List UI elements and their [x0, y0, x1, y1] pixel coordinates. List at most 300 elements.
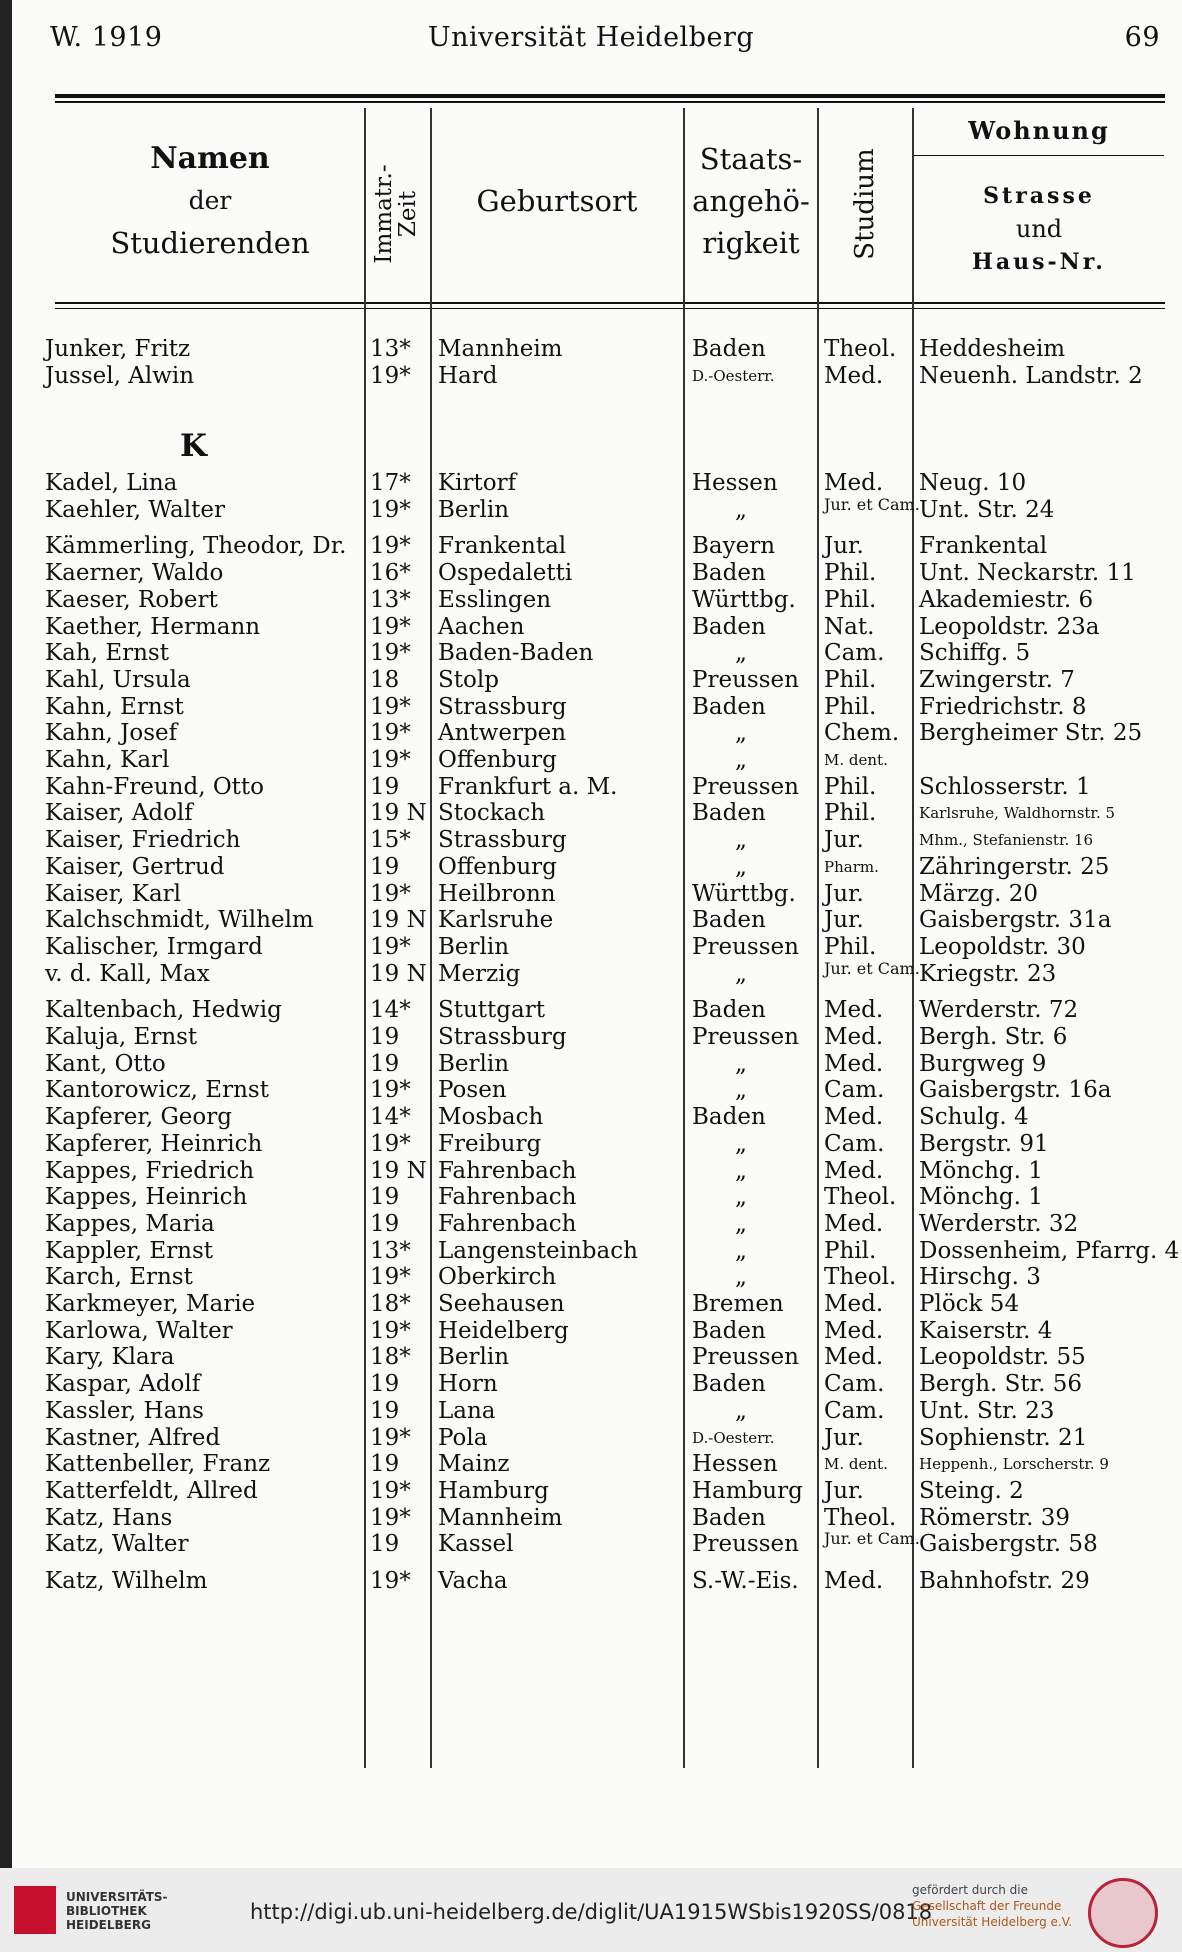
- cell-stud: Chem.: [824, 720, 900, 747]
- cell-staat: Baden: [692, 560, 766, 587]
- cell-wohn: Steing. 2: [919, 1477, 1024, 1504]
- cell-wohn: Leopoldstr. 55: [919, 1344, 1086, 1371]
- cell-geb: Berlin: [438, 933, 510, 960]
- cell-staat: „: [735, 827, 747, 854]
- cell-stud: Cam.: [824, 1077, 885, 1104]
- cell-imm: 19: [370, 1371, 400, 1398]
- cell-geb: Esslingen: [438, 586, 552, 613]
- table-row: [0, 587, 1182, 614]
- table-row: [0, 1131, 1182, 1158]
- table-row: [0, 1264, 1182, 1291]
- table-row: [0, 1158, 1182, 1185]
- cell-staat: „: [735, 960, 747, 987]
- cell-staat: Preussen: [692, 1344, 799, 1371]
- table-row: [0, 1077, 1182, 1104]
- cell-imm: 19*: [370, 1477, 411, 1504]
- cell-wohn: Schlosserstr. 1: [919, 773, 1091, 800]
- cell-stud: Med.: [824, 1157, 884, 1184]
- cell-staat: Preussen: [692, 666, 799, 693]
- cell-name: Kaehler, Walter: [45, 496, 225, 523]
- cell-stud: Phil.: [824, 773, 877, 800]
- cell-stud: Phil.: [824, 586, 877, 613]
- cell-stud: Med.: [824, 1024, 884, 1050]
- cell-imm: 19*: [370, 880, 411, 907]
- cell-wohn: Bergh. Str. 56: [919, 1371, 1083, 1398]
- cell-staat: D.-Oesterr.: [692, 367, 775, 385]
- column-header-strasse: Strasse und Haus-Nr.: [972, 183, 1106, 275]
- table-row: [0, 1318, 1182, 1345]
- cell-staat: Hessen: [692, 470, 778, 496]
- table-row: [0, 747, 1182, 774]
- cell-staat: Preussen: [692, 933, 799, 960]
- cell-name: Kahn-Freund, Otto: [45, 773, 265, 800]
- cell-staat: Baden: [692, 1371, 766, 1398]
- cell-staat: „: [735, 496, 747, 523]
- cell-staat: „: [735, 1130, 747, 1157]
- header-bottom-rule: [55, 302, 1165, 304]
- cell-stud: Cam.: [824, 640, 885, 667]
- cell-staat: Preussen: [692, 1531, 799, 1558]
- cell-wohn: Kaiserstr. 4: [919, 1317, 1053, 1344]
- cell-stud: Med.: [824, 1568, 884, 1594]
- section-letter-k: K: [180, 428, 207, 464]
- table-row: [0, 667, 1182, 694]
- cell-imm: 19*: [370, 693, 411, 720]
- cell-staat: D.-Oesterr.: [692, 1428, 775, 1447]
- cell-name: Kattenbeller, Franz: [45, 1451, 271, 1478]
- cell-staat: Hamburg: [692, 1477, 803, 1504]
- cell-geb: Aachen: [438, 613, 525, 640]
- cell-imm: 13*: [370, 586, 411, 613]
- cell-staat: „: [735, 1157, 747, 1184]
- cell-stud: Med.: [824, 470, 884, 496]
- table-row: [0, 1211, 1182, 1238]
- cell-imm: 19*: [370, 363, 411, 389]
- cell-geb: Offenburg: [438, 853, 557, 880]
- cell-geb: Fahrenbach: [438, 1210, 577, 1237]
- cell-geb: Strassburg: [438, 693, 567, 720]
- cell-staat: Bremen: [692, 1291, 784, 1317]
- cell-imm: 18: [370, 666, 400, 693]
- cell-wohn: Unt. Str. 23: [919, 1397, 1055, 1424]
- cell-geb: Karlsruhe: [438, 907, 554, 934]
- cell-geb: Kirtorf: [438, 470, 517, 496]
- cell-wohn: Plöck 54: [919, 1291, 1020, 1317]
- table-row: [0, 1051, 1182, 1078]
- cell-name: Kaspar, Adolf: [45, 1371, 201, 1398]
- cell-stud: M. dent.: [824, 751, 888, 769]
- cell-wohn: Heppenh., Lorscherstr. 9: [919, 1455, 1109, 1474]
- cell-stud: Med.: [824, 1210, 884, 1237]
- cell-imm: 18*: [370, 1291, 411, 1317]
- cell-name: Kalischer, Irmgard: [45, 933, 263, 960]
- cell-geb: Horn: [438, 1371, 498, 1398]
- table-row: [0, 560, 1182, 587]
- cell-staat: „: [735, 640, 747, 667]
- cell-name: Kapferer, Heinrich: [45, 1130, 263, 1157]
- cell-wohn: Unt. Neckarstr. 11: [919, 560, 1136, 587]
- table-row: [0, 1425, 1182, 1452]
- cell-wohn: Bergh. Str. 6: [919, 1024, 1068, 1050]
- cell-wohn: Akademiestr. 6: [919, 586, 1094, 613]
- cell-imm: 19*: [370, 1568, 411, 1594]
- table-row: [0, 827, 1182, 854]
- cell-stud: Jur.: [824, 533, 864, 560]
- cell-stud: Med.: [824, 363, 884, 389]
- cell-imm: 13*: [370, 1237, 411, 1264]
- cell-name: Katterfeldt, Allred: [45, 1477, 258, 1504]
- cell-geb: Fahrenbach: [438, 1157, 577, 1184]
- cell-name: Kaiser, Gertrud: [45, 853, 225, 880]
- cell-wohn: Dossenheim, Pfarrg. 4: [919, 1237, 1180, 1264]
- cell-name: Karkmeyer, Marie: [45, 1291, 256, 1317]
- top-rule-thin: [55, 101, 1165, 103]
- cell-stud: Med.: [824, 1050, 884, 1077]
- cell-stud: Med.: [824, 1291, 884, 1317]
- cell-stud: Jur. et Cam.: [824, 958, 920, 978]
- cell-staat: Baden: [692, 907, 766, 934]
- cell-stud: Med.: [824, 997, 884, 1024]
- cell-name: Jussel, Alwin: [45, 363, 195, 389]
- table-row: [0, 1478, 1182, 1505]
- cell-geb: Heilbronn: [438, 880, 556, 907]
- sponsor-text: gefördert durch die Gesellschaft der Freunde Universität Heidelberg e.V.: [912, 1883, 1073, 1929]
- table-row: [0, 470, 1182, 497]
- column-header-namen: Namen der Studierenden: [110, 141, 310, 260]
- cell-stud: Pharm.: [824, 857, 879, 876]
- cell-wohn: Sophienstr. 21: [919, 1424, 1088, 1451]
- column-header-staats: Staats- angehö- rigkeit: [692, 142, 810, 260]
- column-header-wohnung: Wohnung: [968, 116, 1110, 145]
- cell-geb: Pola: [438, 1424, 488, 1451]
- cell-imm: 19 N: [370, 907, 427, 934]
- cell-stud: Phil.: [824, 933, 877, 960]
- cell-name: Kappes, Friedrich: [45, 1157, 255, 1184]
- cell-imm: 16*: [370, 560, 411, 587]
- cell-name: Kaiser, Friedrich: [45, 827, 241, 854]
- cell-name: Kappler, Ernst: [45, 1237, 214, 1264]
- cell-name: Kah, Ernst: [45, 640, 169, 667]
- cell-name: Kadel, Lina: [45, 470, 178, 496]
- header-bottom-rule-thin: [55, 308, 1165, 309]
- cell-imm: 19 N: [370, 1157, 427, 1184]
- cell-imm: 19*: [370, 1264, 411, 1291]
- cell-name: Kahn, Ernst: [45, 693, 184, 720]
- cell-stud: Theol.: [824, 1264, 897, 1291]
- cell-stud: Cam.: [824, 1130, 885, 1157]
- cell-wohn: Friedrichstr. 8: [919, 693, 1087, 720]
- cell-wohn: Bergstr. 91: [919, 1130, 1049, 1157]
- cell-imm: 19*: [370, 496, 411, 523]
- cell-imm: 19*: [370, 933, 411, 960]
- cell-geb: Frankental: [438, 533, 567, 560]
- cell-imm: 19*: [370, 613, 411, 640]
- cell-wohn: Heddesheim: [919, 336, 1066, 362]
- cell-staat: „: [735, 720, 747, 747]
- cell-name: Kahn, Karl: [45, 747, 170, 773]
- cell-staat: „: [735, 853, 747, 880]
- cell-imm: 19*: [370, 533, 411, 560]
- cell-name: Kappes, Maria: [45, 1210, 215, 1237]
- library-logo-icon: [14, 1886, 56, 1934]
- table-row: [0, 934, 1182, 961]
- cell-name: Kaiser, Karl: [45, 880, 182, 907]
- cell-wohn: Zwingerstr. 7: [919, 666, 1075, 693]
- cell-stud: Phil.: [824, 800, 877, 827]
- cell-name: Kahn, Josef: [45, 720, 178, 747]
- cell-geb: Strassburg: [438, 827, 567, 854]
- cell-staat: „: [735, 747, 747, 773]
- table-row: [0, 1398, 1182, 1425]
- cell-stud: Phil.: [824, 666, 877, 693]
- header-semester: W. 1919: [50, 22, 163, 53]
- cell-imm: 19: [370, 773, 400, 800]
- cell-geb: Freiburg: [438, 1130, 542, 1157]
- table-row: [0, 1531, 1182, 1558]
- cell-wohn: Gaisbergstr. 58: [919, 1531, 1098, 1558]
- cell-wohn: Märzg. 20: [919, 880, 1038, 907]
- cell-name: Kassler, Hans: [45, 1397, 204, 1424]
- cell-wohn: Hirschg. 3: [919, 1264, 1041, 1291]
- cell-stud: Theol.: [824, 1184, 897, 1211]
- cell-imm: 19*: [370, 1317, 411, 1344]
- cell-name: Kaiser, Adolf: [45, 800, 193, 827]
- cell-geb: Ospedaletti: [438, 560, 573, 587]
- cell-geb: Berlin: [438, 1050, 510, 1077]
- cell-geb: Vacha: [438, 1568, 508, 1594]
- cell-stud: Med.: [824, 1317, 884, 1344]
- cell-wohn: Karlsruhe, Waldhornstr. 5: [919, 804, 1116, 823]
- cell-wohn: Römerstr. 39: [919, 1504, 1070, 1531]
- cell-geb: Mainz: [438, 1451, 510, 1478]
- cell-wohn: Gaisbergstr. 31a: [919, 907, 1112, 934]
- cell-stud: Theol.: [824, 336, 897, 362]
- university-seal-icon: [1088, 1878, 1158, 1948]
- cell-stud: Cam.: [824, 1397, 885, 1424]
- cell-geb: Fahrenbach: [438, 1184, 577, 1211]
- cell-name: Kant, Otto: [45, 1050, 166, 1077]
- cell-stud: Jur. et Cam.: [824, 494, 920, 514]
- cell-name: Kantorowicz, Ernst: [45, 1077, 269, 1104]
- cell-imm: 19: [370, 1050, 400, 1077]
- table-row: [0, 854, 1182, 881]
- cell-name: Kalchschmidt, Wilhelm: [45, 907, 314, 934]
- column-header-studium: Studium: [850, 148, 880, 260]
- cell-geb: Frankfurt a. M.: [438, 773, 618, 800]
- cell-imm: 19: [370, 1184, 400, 1211]
- table-row: [0, 720, 1182, 747]
- cell-wohn: Mönchg. 1: [919, 1184, 1043, 1211]
- cell-staat: „: [735, 1210, 747, 1237]
- cell-imm: 19: [370, 1451, 400, 1478]
- cell-imm: 15*: [370, 827, 411, 854]
- cell-geb: Hamburg: [438, 1477, 549, 1504]
- cell-geb: Stockach: [438, 800, 546, 827]
- table-row: [0, 1451, 1182, 1478]
- cell-staat: Baden: [692, 997, 766, 1024]
- cell-imm: 19 N: [370, 800, 427, 827]
- table-row: [0, 881, 1182, 908]
- cell-imm: 14*: [370, 1104, 411, 1131]
- cell-staat: „: [735, 1237, 747, 1264]
- cell-name: Kaeser, Robert: [45, 586, 218, 613]
- cell-imm: 19*: [370, 1077, 411, 1104]
- header-title: Universität Heidelberg: [427, 22, 755, 53]
- cell-stud: Jur.: [824, 1477, 864, 1504]
- table-row: [0, 336, 1182, 363]
- cell-wohn: Zähringerstr. 25: [919, 853, 1110, 880]
- column-header-geburtsort: Geburtsort: [476, 184, 638, 218]
- cell-staat: Preussen: [692, 1024, 799, 1050]
- column-header-immatr: Immatr.- Zeit: [371, 164, 421, 264]
- cell-staat: „: [735, 1184, 747, 1211]
- cell-imm: 19: [370, 1531, 400, 1558]
- cell-geb: Mosbach: [438, 1104, 544, 1131]
- cell-imm: 17*: [370, 470, 411, 496]
- cell-name: Kaerner, Waldo: [45, 560, 224, 587]
- cell-wohn: Gaisbergstr. 16a: [919, 1077, 1112, 1104]
- cell-geb: Mannheim: [438, 1504, 563, 1531]
- cell-wohn: Neuenh. Landstr. 2: [919, 363, 1143, 389]
- cell-name: Kapferer, Georg: [45, 1104, 232, 1131]
- cell-stud: Phil.: [824, 560, 877, 587]
- table-row: [0, 907, 1182, 934]
- wohnung-subrule: [914, 155, 1164, 156]
- cell-name: Kahl, Ursula: [45, 666, 191, 693]
- cell-imm: 19 N: [370, 960, 427, 987]
- source-url[interactable]: http://digi.ub.uni-heidelberg.de/diglit/UA1915WSbis1920SS/0818: [250, 1900, 933, 1924]
- table-row: [0, 1505, 1182, 1532]
- cell-stud: Cam.: [824, 1371, 885, 1398]
- cell-stud: Jur.: [824, 1424, 864, 1451]
- cell-wohn: Burgweg 9: [919, 1050, 1047, 1077]
- cell-geb: Berlin: [438, 496, 510, 523]
- cell-wohn: Schiffg. 5: [919, 640, 1031, 667]
- cell-staat: S.-W.-Eis.: [692, 1568, 799, 1594]
- cell-geb: Kassel: [438, 1531, 514, 1558]
- cell-wohn: Unt. Str. 24: [919, 496, 1055, 523]
- cell-name: Karch, Ernst: [45, 1264, 193, 1291]
- cell-name: Katz, Hans: [45, 1504, 173, 1531]
- cell-name: Kämmerling, Theodor, Dr.: [45, 533, 347, 560]
- cell-geb: Merzig: [438, 960, 521, 987]
- table-row: [0, 774, 1182, 801]
- cell-name: Katz, Walter: [45, 1531, 189, 1558]
- cell-geb: Berlin: [438, 1344, 510, 1371]
- cell-geb: Lana: [438, 1397, 496, 1424]
- cell-staat: Württbg.: [692, 586, 796, 613]
- table-row: [0, 997, 1182, 1024]
- table-row: [0, 1291, 1182, 1318]
- cell-wohn: Frankental: [919, 533, 1048, 560]
- cell-staat: Preussen: [692, 773, 799, 800]
- cell-wohn: Mönchg. 1: [919, 1157, 1043, 1184]
- table-row: [0, 1024, 1182, 1051]
- cell-name: Kary, Klara: [45, 1344, 175, 1371]
- cell-imm: 19*: [370, 640, 411, 667]
- cell-imm: 19: [370, 1210, 400, 1237]
- cell-stud: M. dent.: [824, 1455, 888, 1474]
- table-row: [0, 694, 1182, 721]
- cell-name: Junker, Fritz: [45, 336, 191, 362]
- cell-imm: 19*: [370, 1424, 411, 1451]
- cell-wohn: Bergheimer Str. 25: [919, 720, 1143, 747]
- cell-name: Kaluja, Ernst: [45, 1024, 198, 1050]
- table-row: [0, 533, 1182, 560]
- cell-staat: Baden: [692, 1317, 766, 1344]
- cell-wohn: Werderstr. 32: [919, 1210, 1079, 1237]
- cell-staat: Baden: [692, 1104, 766, 1131]
- cell-imm: 14*: [370, 997, 411, 1024]
- table-row: [0, 958, 1182, 988]
- cell-name: Katz, Wilhelm: [45, 1568, 208, 1594]
- cell-staat: Baden: [692, 693, 766, 720]
- cell-staat: „: [735, 1397, 747, 1424]
- cell-name: Kastner, Alfred: [45, 1424, 221, 1451]
- cell-staat: Baden: [692, 800, 766, 827]
- cell-geb: Stuttgart: [438, 997, 545, 1024]
- table-row: [0, 1568, 1182, 1595]
- cell-geb: Posen: [438, 1077, 507, 1104]
- cell-name: v. d. Kall, Max: [45, 960, 210, 987]
- cell-geb: Offenburg: [438, 747, 557, 773]
- table-row: [0, 1184, 1182, 1211]
- cell-geb: Antwerpen: [438, 720, 567, 747]
- cell-geb: Langensteinbach: [438, 1237, 638, 1264]
- cell-imm: 13*: [370, 336, 411, 362]
- cell-stud: Jur.: [824, 907, 864, 934]
- cell-geb: Stolp: [438, 666, 499, 693]
- cell-staat: „: [735, 1050, 747, 1077]
- cell-staat: Baden: [692, 1504, 766, 1531]
- cell-name: Kappes, Heinrich: [45, 1184, 248, 1211]
- header-page-number: 69: [1124, 22, 1160, 53]
- table-row: [0, 1344, 1182, 1371]
- cell-name: Karlowa, Walter: [45, 1317, 233, 1344]
- cell-wohn: Kriegstr. 23: [919, 960, 1057, 987]
- table-row: [0, 1371, 1182, 1398]
- cell-stud: Nat.: [824, 613, 875, 640]
- table-row: [0, 1104, 1182, 1131]
- cell-geb: Hard: [438, 363, 498, 389]
- cell-geb: Seehausen: [438, 1291, 565, 1317]
- cell-imm: 18*: [370, 1344, 411, 1371]
- cell-imm: 19*: [370, 720, 411, 747]
- cell-wohn: Leopoldstr. 30: [919, 933, 1086, 960]
- cell-imm: 19*: [370, 747, 411, 773]
- cell-name: Kaether, Hermann: [45, 613, 261, 640]
- table-row: [0, 494, 1182, 524]
- cell-imm: 19: [370, 853, 400, 880]
- cell-imm: 19: [370, 1024, 400, 1050]
- cell-staat: „: [735, 1264, 747, 1291]
- cell-wohn: Schulg. 4: [919, 1104, 1029, 1131]
- table-row: [0, 614, 1182, 641]
- table-row: [0, 1238, 1182, 1265]
- cell-stud: Phil.: [824, 693, 877, 720]
- cell-geb: Strassburg: [438, 1024, 567, 1050]
- cell-imm: 19*: [370, 1130, 411, 1157]
- cell-wohn: Mhm., Stefanienstr. 16: [919, 831, 1094, 850]
- table-row: [0, 363, 1182, 390]
- cell-stud: Phil.: [824, 1237, 877, 1264]
- top-rule: [55, 94, 1165, 98]
- cell-wohn: Bahnhofstr. 29: [919, 1568, 1090, 1594]
- cell-wohn: Neug. 10: [919, 470, 1027, 496]
- cell-stud: Jur. et Cam.: [824, 1529, 920, 1549]
- cell-wohn: Werderstr. 72: [919, 997, 1079, 1024]
- cell-stud: Theol.: [824, 1504, 897, 1531]
